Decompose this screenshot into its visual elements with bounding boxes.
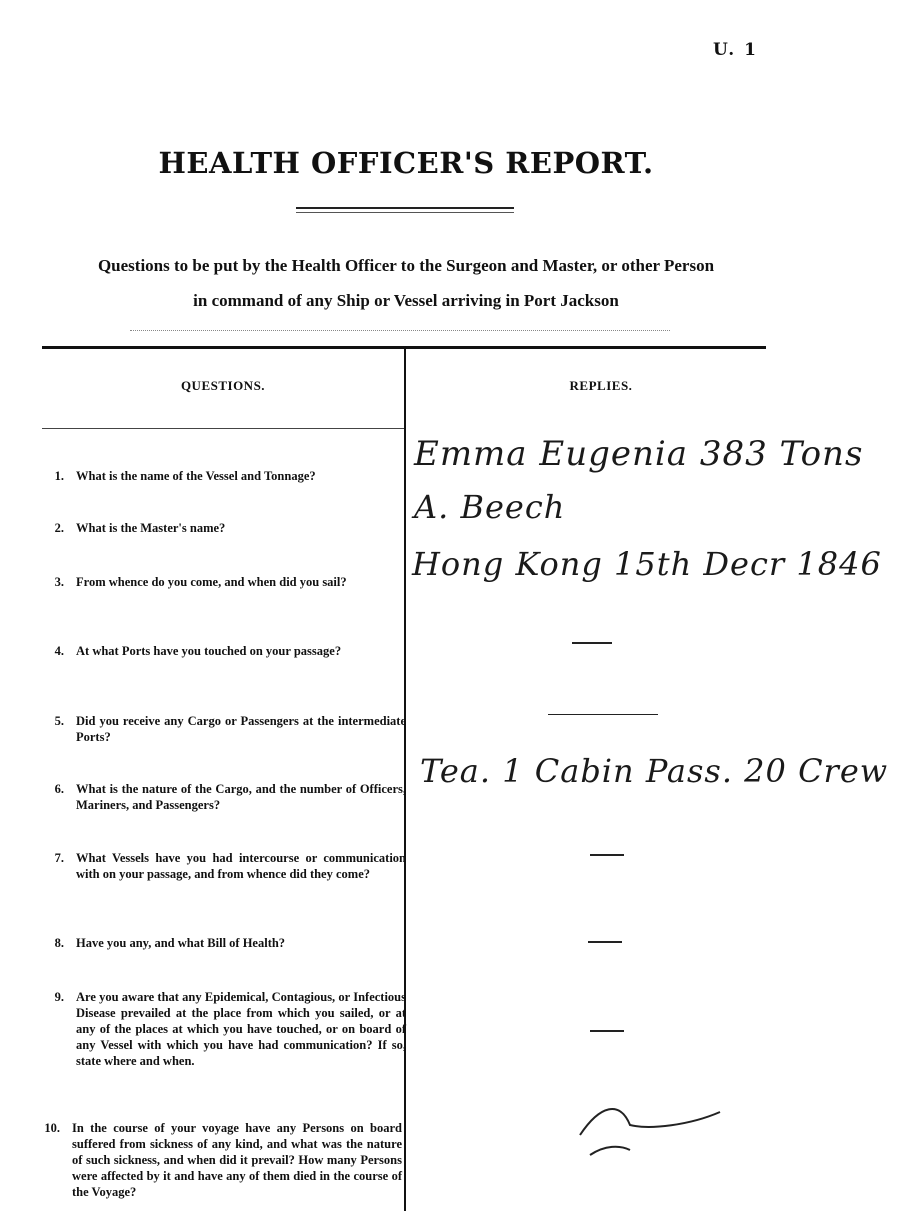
question-number: 6. xyxy=(54,782,64,796)
question-number: 2. xyxy=(54,521,64,535)
scribble-stroke xyxy=(590,1147,630,1155)
replies-column-header: REPLIES. xyxy=(569,378,633,393)
scribble-stroke xyxy=(580,1109,720,1135)
header-rule xyxy=(42,428,404,429)
question-number: 10. xyxy=(44,1121,60,1135)
question-number: 9. xyxy=(54,990,64,1004)
reply-1: Emma Eugenia 383 Tons xyxy=(414,434,864,474)
question-text: From whence do you come, and when did you sail? xyxy=(76,575,347,589)
question-text: What Vessels have you had intercourse or communication with on your passage, and from whence did they come? xyxy=(76,851,406,881)
question-text: What is the Master's name? xyxy=(76,521,226,535)
question-text: What is the name of the Vessel and Tonnage? xyxy=(76,469,316,483)
intro-line-1: Questions to be put by the Health Officer to the Surgeon and Master, or other Person xyxy=(97,256,715,275)
question-text: Have you any, and what Bill of Health? xyxy=(76,936,286,950)
intro-dotted-rule xyxy=(130,330,670,331)
title-underline xyxy=(296,207,514,209)
question-text: At what Ports have you touched on your passage? xyxy=(76,644,342,658)
question-number: 7. xyxy=(54,851,64,865)
question-text: Did you receive any Cargo or Passengers at the intermediate Ports? xyxy=(76,714,406,744)
question-number: 8. xyxy=(54,936,64,950)
reply-dash-9 xyxy=(590,1030,624,1032)
page-reference: U. 1 xyxy=(713,40,758,60)
questions-column-header: QUESTIONS. xyxy=(180,378,266,393)
reply-2: A. Beech xyxy=(414,488,566,526)
report-title: HEALTH OFFICER'S REPORT. xyxy=(158,146,654,180)
question-text: Are you aware that any Epidemical, Contagious, or Infectious Disease prevailed at the place from which you sailed, or at any of the places at which you have touched, or on board of any Vessel with which you have had communication? If so, state where and when. xyxy=(76,990,406,1068)
reply-dash-8 xyxy=(588,941,622,943)
reply-dash-4 xyxy=(572,642,612,644)
title-underline-secondary xyxy=(296,212,514,213)
intro-line-2: in command of any Ship or Vessel arriving in Port Jackson xyxy=(193,291,619,310)
question-number: 3. xyxy=(54,575,64,589)
reply-scribble-10 xyxy=(560,1100,730,1170)
reply-6: Tea. 1 Cabin Pass. 20 Crew xyxy=(420,752,889,790)
question-text: What is the nature of the Cargo, and the number of Officers, Mariners, and Passengers? xyxy=(76,782,406,812)
reply-dash-7 xyxy=(590,854,624,856)
reply-dash-5 xyxy=(548,714,658,715)
question-text: In the course of your voyage have any Persons on board suffered from sickness of any kind, and what was the nature of such sickness, and when did it prevail? How many Persons were affected by it and have any of them died in the course of the Voyage? xyxy=(72,1121,402,1199)
question-number: 4. xyxy=(54,644,64,658)
question-number: 1. xyxy=(54,469,64,483)
reply-3: Hong Kong 15th Decr 1846 xyxy=(412,545,882,583)
question-number: 5. xyxy=(54,714,64,728)
